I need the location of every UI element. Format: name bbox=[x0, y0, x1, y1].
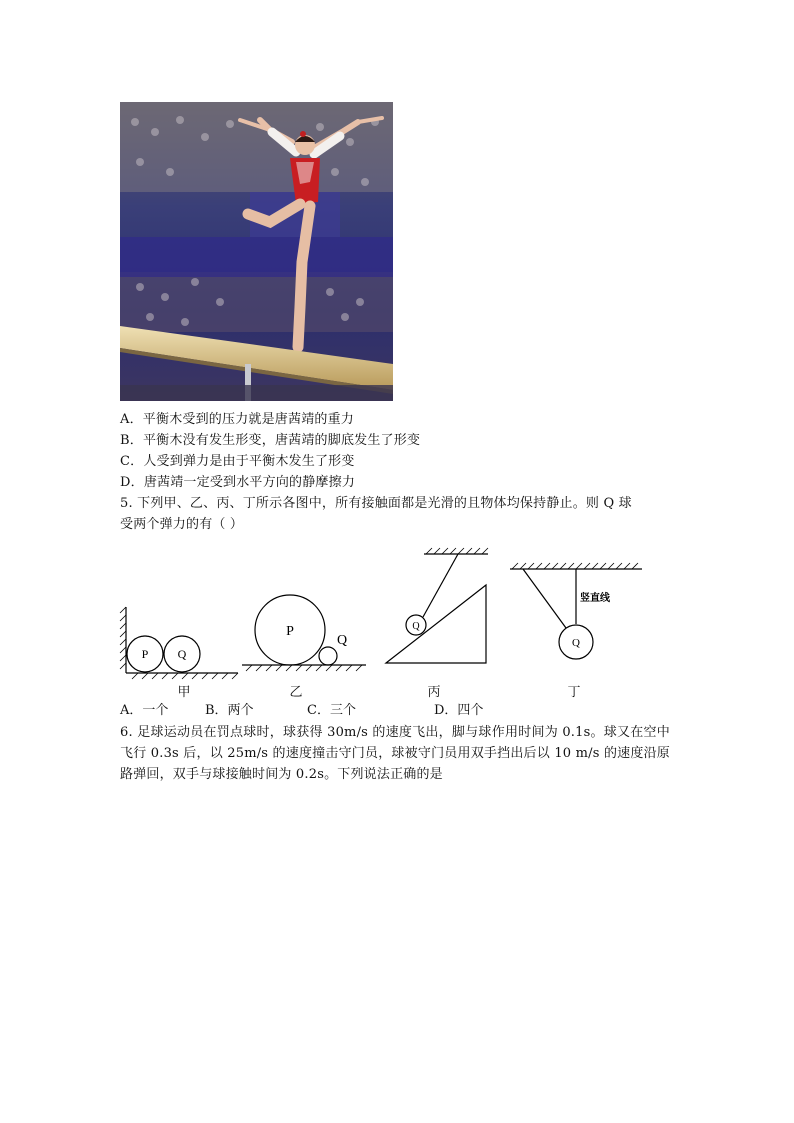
q4-option-a: A．平衡木受到的压力就是唐茜靖的重力 bbox=[120, 412, 354, 427]
gymnast-photo bbox=[120, 102, 393, 401]
gymnast-on-balance-beam-icon bbox=[120, 102, 393, 401]
figure-bing-label: 丙 bbox=[427, 685, 441, 700]
q5-option-b: B．两个 bbox=[205, 703, 254, 718]
ding-ball-q-label: Q bbox=[572, 637, 580, 649]
q5-options bbox=[120, 701, 483, 721]
q5-stem-line2: 受两个弹力的有（ ） bbox=[120, 517, 244, 532]
bing-ball-q-label: Q bbox=[412, 621, 420, 632]
q4-option-b: B．平衡木没有发生形变，唐茜靖的脚底发生了形变 bbox=[120, 433, 421, 448]
figure-yi-label: 乙 bbox=[289, 685, 303, 700]
figure-yi-diagram bbox=[242, 595, 366, 671]
q4-option-c: C．人受到弹力是由于平衡木发生了形变 bbox=[120, 454, 355, 469]
q5-option-d: D．四个 bbox=[434, 703, 484, 718]
figure-jia-label: 甲 bbox=[177, 685, 191, 700]
figure-ding-label: 丁 bbox=[567, 685, 581, 700]
q5-stem-line1: 5. 下列甲、乙、丙、丁所示各图中，所有接触面都是光滑的且物体均保持静止。则 Q 球 bbox=[120, 496, 632, 511]
figure-bing-diagram bbox=[386, 548, 488, 663]
q5-option-c: C．三个 bbox=[307, 703, 356, 718]
q4-option-d: D．唐茜靖一定受到水平方向的静摩擦力 bbox=[120, 475, 356, 490]
figure-jia-diagram bbox=[120, 607, 238, 679]
jia-ball-p-label: P bbox=[141, 647, 149, 661]
q5-option-a: A．一个 bbox=[120, 703, 169, 718]
jia-ball-q-label: Q bbox=[177, 647, 187, 661]
yi-ball-q-label: Q bbox=[336, 633, 348, 648]
ding-vertical-line-label: 竖直线 bbox=[580, 593, 610, 604]
yi-ball-p-label: P bbox=[286, 624, 294, 639]
q6-stem: 6. 足球运动员在罚点球时，球获得 30m/s 的速度飞出，脚与球作用时间为 0.1s。球又在空中飞行 0.3s 后，以 25m/s 的速度撞击守门员，球被守门员用双手挡出后以 10 m/s 的速度沿原路弹回，双手与球接触时间为 0.2s。下列说法正确的是 bbox=[120, 725, 670, 782]
